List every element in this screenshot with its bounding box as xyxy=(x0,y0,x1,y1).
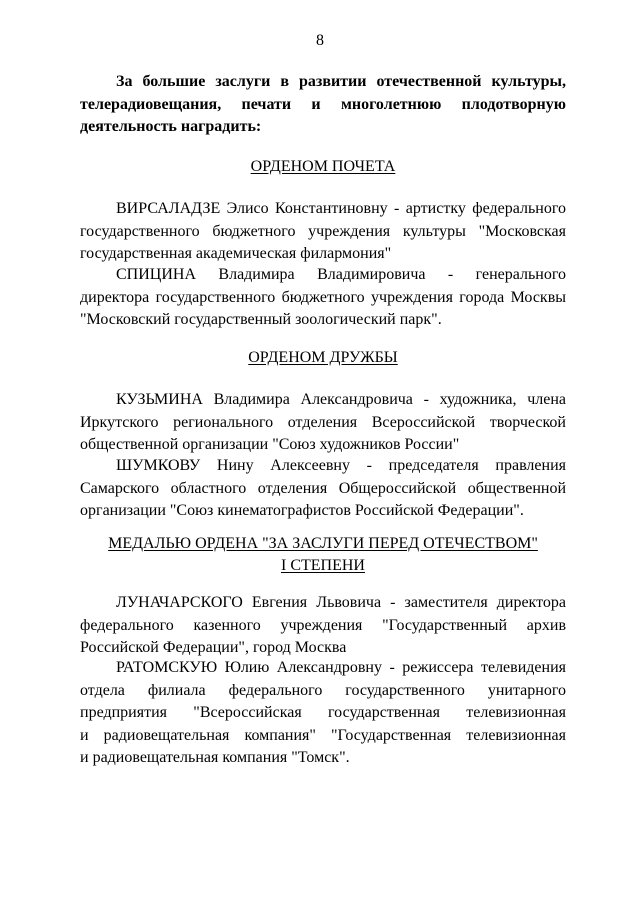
award-paragraph xyxy=(80,592,566,660)
section-heading-medal-of-order xyxy=(80,533,566,577)
paragraph-line: и радиовещательная компания "Томск". xyxy=(80,749,350,766)
paragraph-line: СПИЦИНА Владимира Владимировича - генерального xyxy=(116,266,566,283)
paragraph-line: "Московский государственный зоологический парк". xyxy=(80,311,442,328)
heading-line: ОРДЕНОМ ПОЧЕТА xyxy=(250,158,396,175)
paragraph-line: предприятия "Всероссийская государственная телевизионная xyxy=(80,704,566,721)
paragraph-line: государственного бюджетного учреждения культуры "Московская xyxy=(80,222,566,240)
heading-line: ОРДЕНОМ ДРУЖБЫ xyxy=(248,349,398,366)
section-heading-order-of-friendship xyxy=(80,347,566,369)
paragraph-line: директора государственного бюджетного учреждения города Москвы xyxy=(80,288,566,306)
paragraph-line: РАТОМСКУЮ Юлию Александровну - режиссера телевидения xyxy=(116,659,566,676)
paragraph-line: Российской Федерации", город Москва xyxy=(80,639,347,656)
section-heading-order-of-honour xyxy=(80,156,566,178)
page-number: 8 xyxy=(316,32,324,49)
paragraph-line: общественной организации "Союз художников России" xyxy=(80,436,460,453)
paragraph-line: КУЗЬМИНА Владимира Александровича - художника, члена xyxy=(116,391,566,408)
paragraph-line: Самарского областного отделения Общероссийской общественной xyxy=(80,479,566,497)
paragraph-line: и радиовещательная компания" "Государственная телевизионная xyxy=(80,726,566,744)
paragraph-line: ВИРСАЛАДЗЕ Элисо Константиновну - артистку федерального xyxy=(116,200,566,217)
heading-line: МЕДАЛЬЮ ОРДЕНА "ЗА ЗАСЛУГИ ПЕРЕД ОТЕЧЕСТВОМ" xyxy=(108,535,538,552)
paragraph-line: федерального казенного учреждения "Государственный архив xyxy=(80,616,566,634)
award-paragraph xyxy=(80,198,566,266)
award-paragraph xyxy=(80,264,566,332)
award-paragraph xyxy=(80,389,566,457)
paragraph-line: Иркутского регионального отделения Всероссийской творческой xyxy=(80,413,566,431)
paragraph-line: государственная академическая филармония" xyxy=(80,245,392,262)
award-paragraph xyxy=(80,657,566,770)
award-intro xyxy=(80,71,566,139)
paragraph-line: ШУМКОВУ Нину Алексеевну - председателя правления xyxy=(116,457,566,474)
paragraph-line: отдела филиала федерального государственного унитарного xyxy=(80,681,566,699)
heading-line: I СТЕПЕНИ xyxy=(281,557,365,574)
paragraph-line: организации "Союз кинематографистов Российской Федерации". xyxy=(80,502,524,519)
intro-line: За большие заслуги в развитии отечественной культуры, xyxy=(116,73,566,90)
intro-line: телерадиовещания, печати и многолетнюю плодотворную xyxy=(80,95,566,113)
intro-line: деятельность наградить: xyxy=(80,118,262,135)
award-paragraph xyxy=(80,455,566,523)
paragraph-line: ЛУНАЧАРСКОГО Евгения Львовича - заместителя директора xyxy=(116,594,566,611)
